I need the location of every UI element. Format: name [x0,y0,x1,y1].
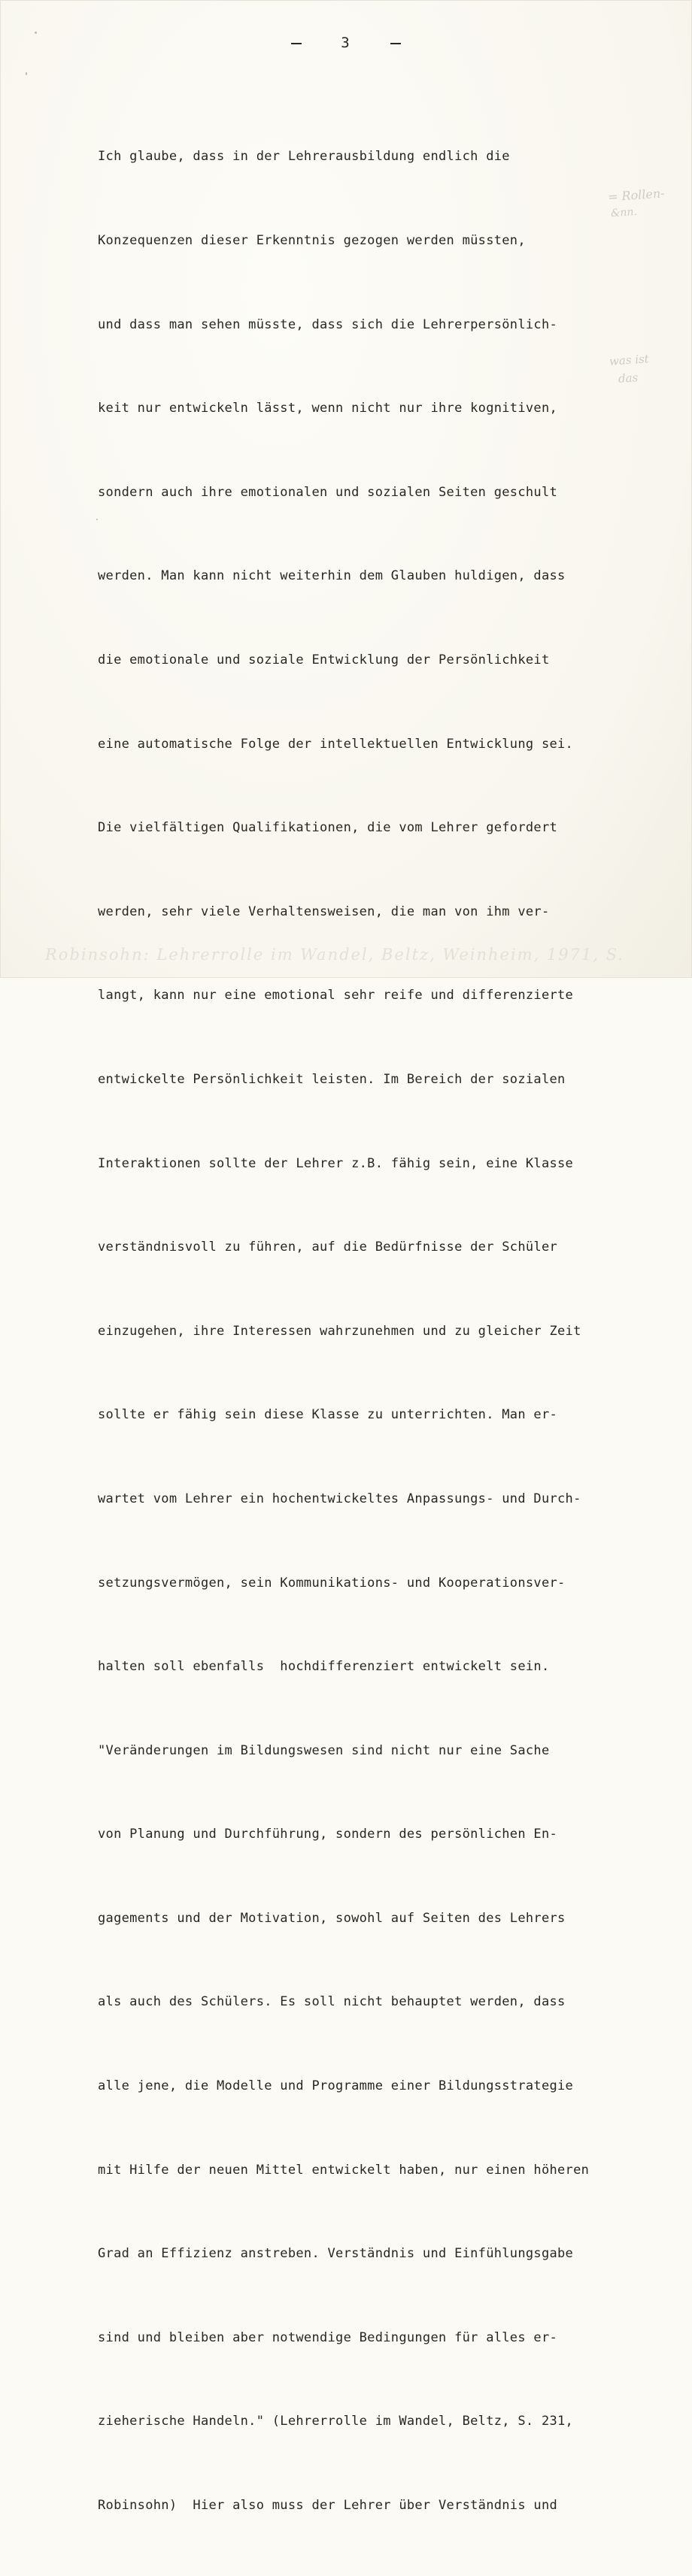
typed-paragraph [98,87,639,2576]
page-number [0,35,692,51]
margin-note: = Rollen- [607,186,666,204]
faded-footnote: Robinsohn: Lehrerrolle im Wandel, Beltz, Weinheim, 1971, S. [45,946,625,964]
text-line: sondern auch ihre emotionalen und sozialen Seiten geschult [98,484,558,500]
paper-speck [35,32,37,34]
text-line: Ich glaube, dass in der Lehrerausbildung endlich die [98,149,510,165]
text-line: als auch des Schülers. Es soll nicht behauptet werden, dass [98,1994,566,2010]
paper-speck [26,72,27,75]
text-line: zieherische Handeln." (Lehrerrolle im Wandel, Beltz, S. 231, [98,2414,574,2429]
text-line: werden, sehr viele Verhaltensweisen, die man von ihm ver- [98,904,550,919]
paper-speck [96,519,98,520]
text-line: wartet vom Lehrer ein hochentwickeltes Anpassungs- und Durch- [98,1491,581,1506]
text-line: "Veränderungen im Bildungswesen sind nicht nur eine Sache [98,1742,550,1758]
text-line: sind und bleiben aber notwendige Bedingungen für alles er- [98,2329,558,2345]
text-line: langt, kann nur eine emotional sehr reife und differenzierte [98,988,574,1003]
page-number-value: 3 [341,35,351,51]
text-line: sollte er fähig sein diese Klasse zu unterrichten. Man er- [98,1407,558,1423]
text-line: die emotionale und soziale Entwicklung der Persönlichkeit [98,652,550,667]
text-line: gagements und der Motivation, sowohl auf Seiten des Lehrers [98,1910,566,1926]
text-line: werden. Man kann nicht weiterhin dem Glauben huldigen, dass [98,568,566,584]
text-line: Grad an Effizienz anstreben. Verständnis und Einfühlungsgabe [98,2246,574,2262]
text-line: von Planung und Durchführung, sondern des persönlichen En- [98,1827,558,1842]
text-line: einzugehen, ihre Interessen wahrzunehmen und zu gleicher Zeit [98,1323,581,1339]
text-line: verständnisvoll zu führen, auf die Bedürfnisse der Schüler [98,1240,558,1255]
margin-note: was ist [609,352,650,368]
text-line: und dass man sehen müsste, dass sich die Lehrerpersönlich- [98,316,558,332]
margin-note: das [618,371,639,386]
text-line: eine automatische Folge der intellektuellen Entwicklung sei. [98,736,574,752]
text-line: Interaktionen sollte der Lehrer z.B. fähig sein, eine Klasse [98,1155,574,1171]
page-number-dash-left [291,43,302,44]
text-line: Die vielfältigen Qualifikationen, die vom Lehrer gefordert [98,820,558,836]
text-line: Robinsohn) Hier also muss der Lehrer über Verständnis und [98,2498,558,2514]
text-line: alle jene, die Modelle und Programme einer Bildungsstrategie [98,2078,574,2094]
page-number-dash-right [390,43,401,44]
text-line: setzungsvermögen, sein Kommunikations- und Kooperationsver- [98,1575,566,1591]
margin-note: &nn. [610,205,638,220]
text-line: halten soll ebenfalls hochdifferenziert entwickelt sein. [98,1659,550,1675]
text-line: entwickelte Persönlichkeit leisten. Im Bereich der sozialen [98,1071,566,1087]
text-line: Konzequenzen dieser Erkenntnis gezogen werden müssten, [98,233,526,248]
text-line: mit Hilfe der neuen Mittel entwickelt haben, nur einen höheren [98,2162,590,2178]
text-line: keit nur entwickeln lässt, wenn nicht nur ihre kognitiven, [98,401,558,416]
